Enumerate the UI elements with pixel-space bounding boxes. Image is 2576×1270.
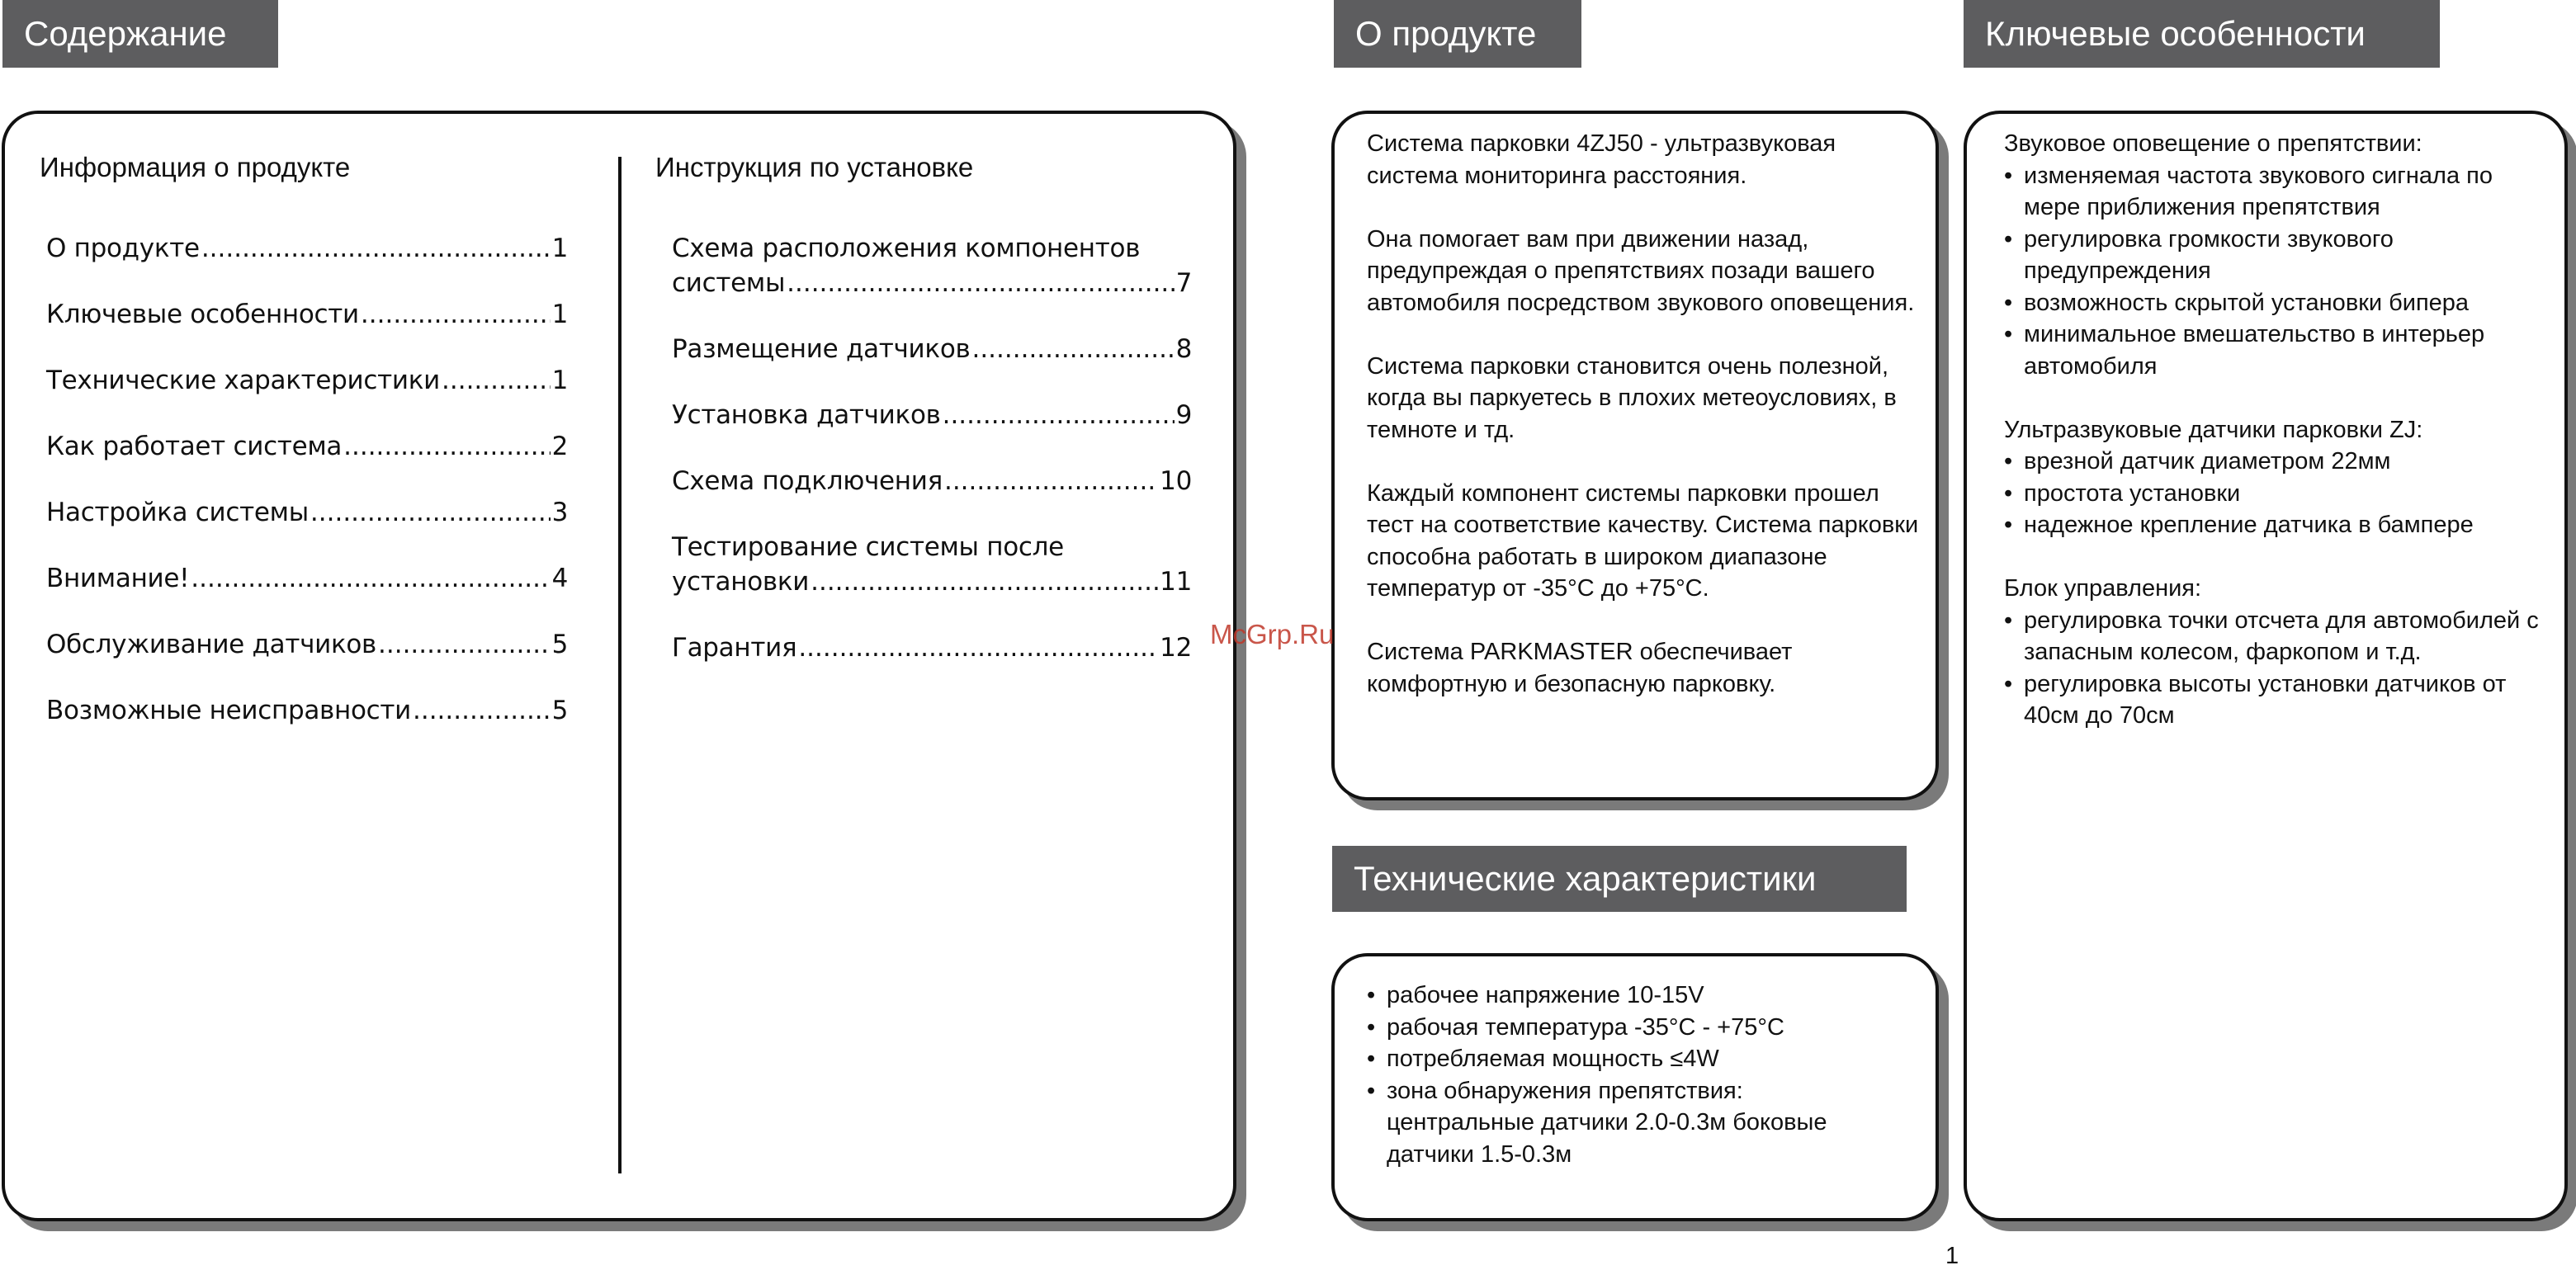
features-section-title: Ультразвуковые датчики парковки ZJ: bbox=[2004, 416, 2423, 443]
toc-entry-page: 12 bbox=[1160, 633, 1192, 663]
toc-entry-page: 5 bbox=[551, 630, 568, 659]
features-text bbox=[2004, 128, 2549, 763]
about-text bbox=[1367, 128, 1920, 700]
watermark: McGrp.Ru bbox=[1210, 619, 1335, 649]
features-item: • регулировка высоты установки датчиков от 40см до 70см bbox=[2004, 668, 2549, 732]
contents-right-title: Инструкция по установке bbox=[655, 152, 974, 182]
toc-entry-about[interactable] bbox=[46, 231, 568, 266]
specs-item: • рабочая температура -35°С - +75°С bbox=[1367, 1012, 1829, 1044]
toc-entry-label: Установка датчиков bbox=[672, 400, 941, 430]
specs-item: • потребляемая мощность ≤4W bbox=[1367, 1043, 1829, 1075]
page-number: 1 bbox=[1945, 1243, 1959, 1269]
features-item: • изменяемая частота звукового сигнала по мере приближения препятствия bbox=[2004, 160, 2549, 224]
toc-entry-sensor-placement[interactable] bbox=[672, 332, 1192, 366]
toc-entry-label: Настройка системы bbox=[46, 498, 309, 527]
specs-item: • рабочее напряжение 10-15V bbox=[1367, 980, 1829, 1012]
toc-entry-page: 2 bbox=[551, 432, 568, 461]
features-item: • надежное крепление датчика в бампере bbox=[2004, 509, 2549, 541]
toc-entry-wiring[interactable] bbox=[672, 464, 1192, 498]
toc-entry-troubleshooting[interactable] bbox=[46, 693, 568, 728]
toc-entry-label: Технические характеристики bbox=[46, 366, 441, 395]
features-section-title: Звуковое оповещение о препятствии: bbox=[2004, 130, 2422, 157]
toc-entry-specs[interactable] bbox=[46, 363, 568, 398]
features-item: • регулировка громкости звукового предупреждения bbox=[2004, 224, 2549, 287]
toc-entry-attention[interactable] bbox=[46, 561, 568, 596]
toc-entry-label: Возможные неисправности bbox=[46, 696, 411, 725]
features-item: • минимальное вмешательство в интерьер автомобиля bbox=[2004, 319, 2549, 382]
toc-entry-sensor-install[interactable] bbox=[672, 398, 1192, 432]
toc-entry-label: Обслуживание датчиков bbox=[46, 630, 377, 659]
contents-divider bbox=[618, 157, 622, 1173]
toc-entry-page: 11 bbox=[1160, 567, 1192, 597]
about-paragraph: Система PARKMASTER обеспечивает комфортную и безопасную парковку. bbox=[1367, 639, 1793, 697]
features-list bbox=[2004, 605, 2549, 732]
specs-item: • зона обнаружения препятствия: центральные датчики 2.0-0.3м боковые датчики 1.5-0.3м bbox=[1367, 1075, 1829, 1171]
features-item: • регулировка точки отсчета для автомобилей с запасным колесом, фаркопом и т.д. bbox=[2004, 605, 2549, 668]
contents-left-title: Информация о продукте bbox=[40, 152, 351, 182]
toc-entry-page: 5 bbox=[551, 696, 568, 725]
specs-text bbox=[1367, 980, 1829, 1202]
toc-entry-page: 8 bbox=[1175, 334, 1192, 364]
toc-entry-label: Внимание! bbox=[46, 564, 190, 593]
toc-entry-how-it-works[interactable] bbox=[46, 429, 568, 464]
toc-entry-testing[interactable] bbox=[672, 530, 1192, 599]
toc-entry-page: 1 bbox=[551, 366, 568, 395]
about-heading: О продукте bbox=[1334, 0, 1581, 68]
toc-entry-label: Как работает система bbox=[46, 432, 343, 461]
toc-entry-setup[interactable] bbox=[46, 495, 568, 530]
toc-entry-label-line1: Схема расположения компонентов bbox=[672, 234, 1141, 263]
toc-entry-label: Размещение датчиков bbox=[672, 334, 971, 364]
toc-entry-label: Гарантия bbox=[672, 633, 797, 663]
features-list bbox=[2004, 446, 2549, 541]
toc-entry-label: Ключевые особенности bbox=[46, 300, 359, 329]
toc-entry-page: 3 bbox=[551, 498, 568, 527]
toc-entry-label: установки bbox=[672, 567, 810, 597]
toc-entry-label: Схема подключения bbox=[672, 466, 943, 496]
toc-entry-page: 7 bbox=[1175, 268, 1192, 298]
toc-entry-warranty[interactable] bbox=[672, 630, 1192, 665]
about-paragraph: Каждый компонент системы парковки прошел тест на соответствие качеству. Система парковки способна работать в широком диапазоне температур от -35°С до +75°С. bbox=[1367, 479, 1919, 602]
specs-heading: Технические характеристики bbox=[1332, 846, 1907, 912]
toc-entry-component-layout[interactable] bbox=[672, 231, 1192, 300]
toc-entry-page: 10 bbox=[1160, 466, 1192, 496]
toc-entry-features[interactable] bbox=[46, 297, 568, 332]
about-paragraph: Система парковки 4ZJ50 - ультразвуковая система мониторинга расстояния. bbox=[1367, 130, 1836, 189]
toc-entry-page: 4 bbox=[551, 564, 568, 593]
features-item: • простота установки bbox=[2004, 478, 2549, 510]
features-item: • врезной датчик диаметром 22мм bbox=[2004, 446, 2549, 478]
about-paragraph: Она помогает вам при движении назад, предупреждая о препятствиях позади вашего автомобиля посредством звукового оповещения. bbox=[1367, 225, 1915, 316]
toc-entry-sensor-maintenance[interactable] bbox=[46, 627, 568, 662]
toc-entry-label-line1: Тестирование системы после bbox=[672, 532, 1064, 562]
contents-heading: Содержание bbox=[2, 0, 278, 68]
toc-entry-label: О продукте bbox=[46, 234, 200, 263]
toc-entry-page: 9 bbox=[1175, 400, 1192, 430]
features-section-title: Блок управления: bbox=[2004, 575, 2202, 602]
about-paragraph: Система парковки становится очень полезной, когда вы паркуетесь в плохих метеоусловиях, в темноте и тд. bbox=[1367, 352, 1897, 443]
toc-entry-label: системы bbox=[672, 268, 786, 298]
features-list bbox=[2004, 160, 2549, 383]
features-heading: Ключевые особенности bbox=[1964, 0, 2440, 68]
toc-entry-page: 1 bbox=[551, 234, 568, 263]
toc-entry-page: 1 bbox=[551, 300, 568, 329]
features-item: • возможность скрытой установки бипера bbox=[2004, 287, 2549, 319]
specs-list bbox=[1367, 980, 1829, 1170]
